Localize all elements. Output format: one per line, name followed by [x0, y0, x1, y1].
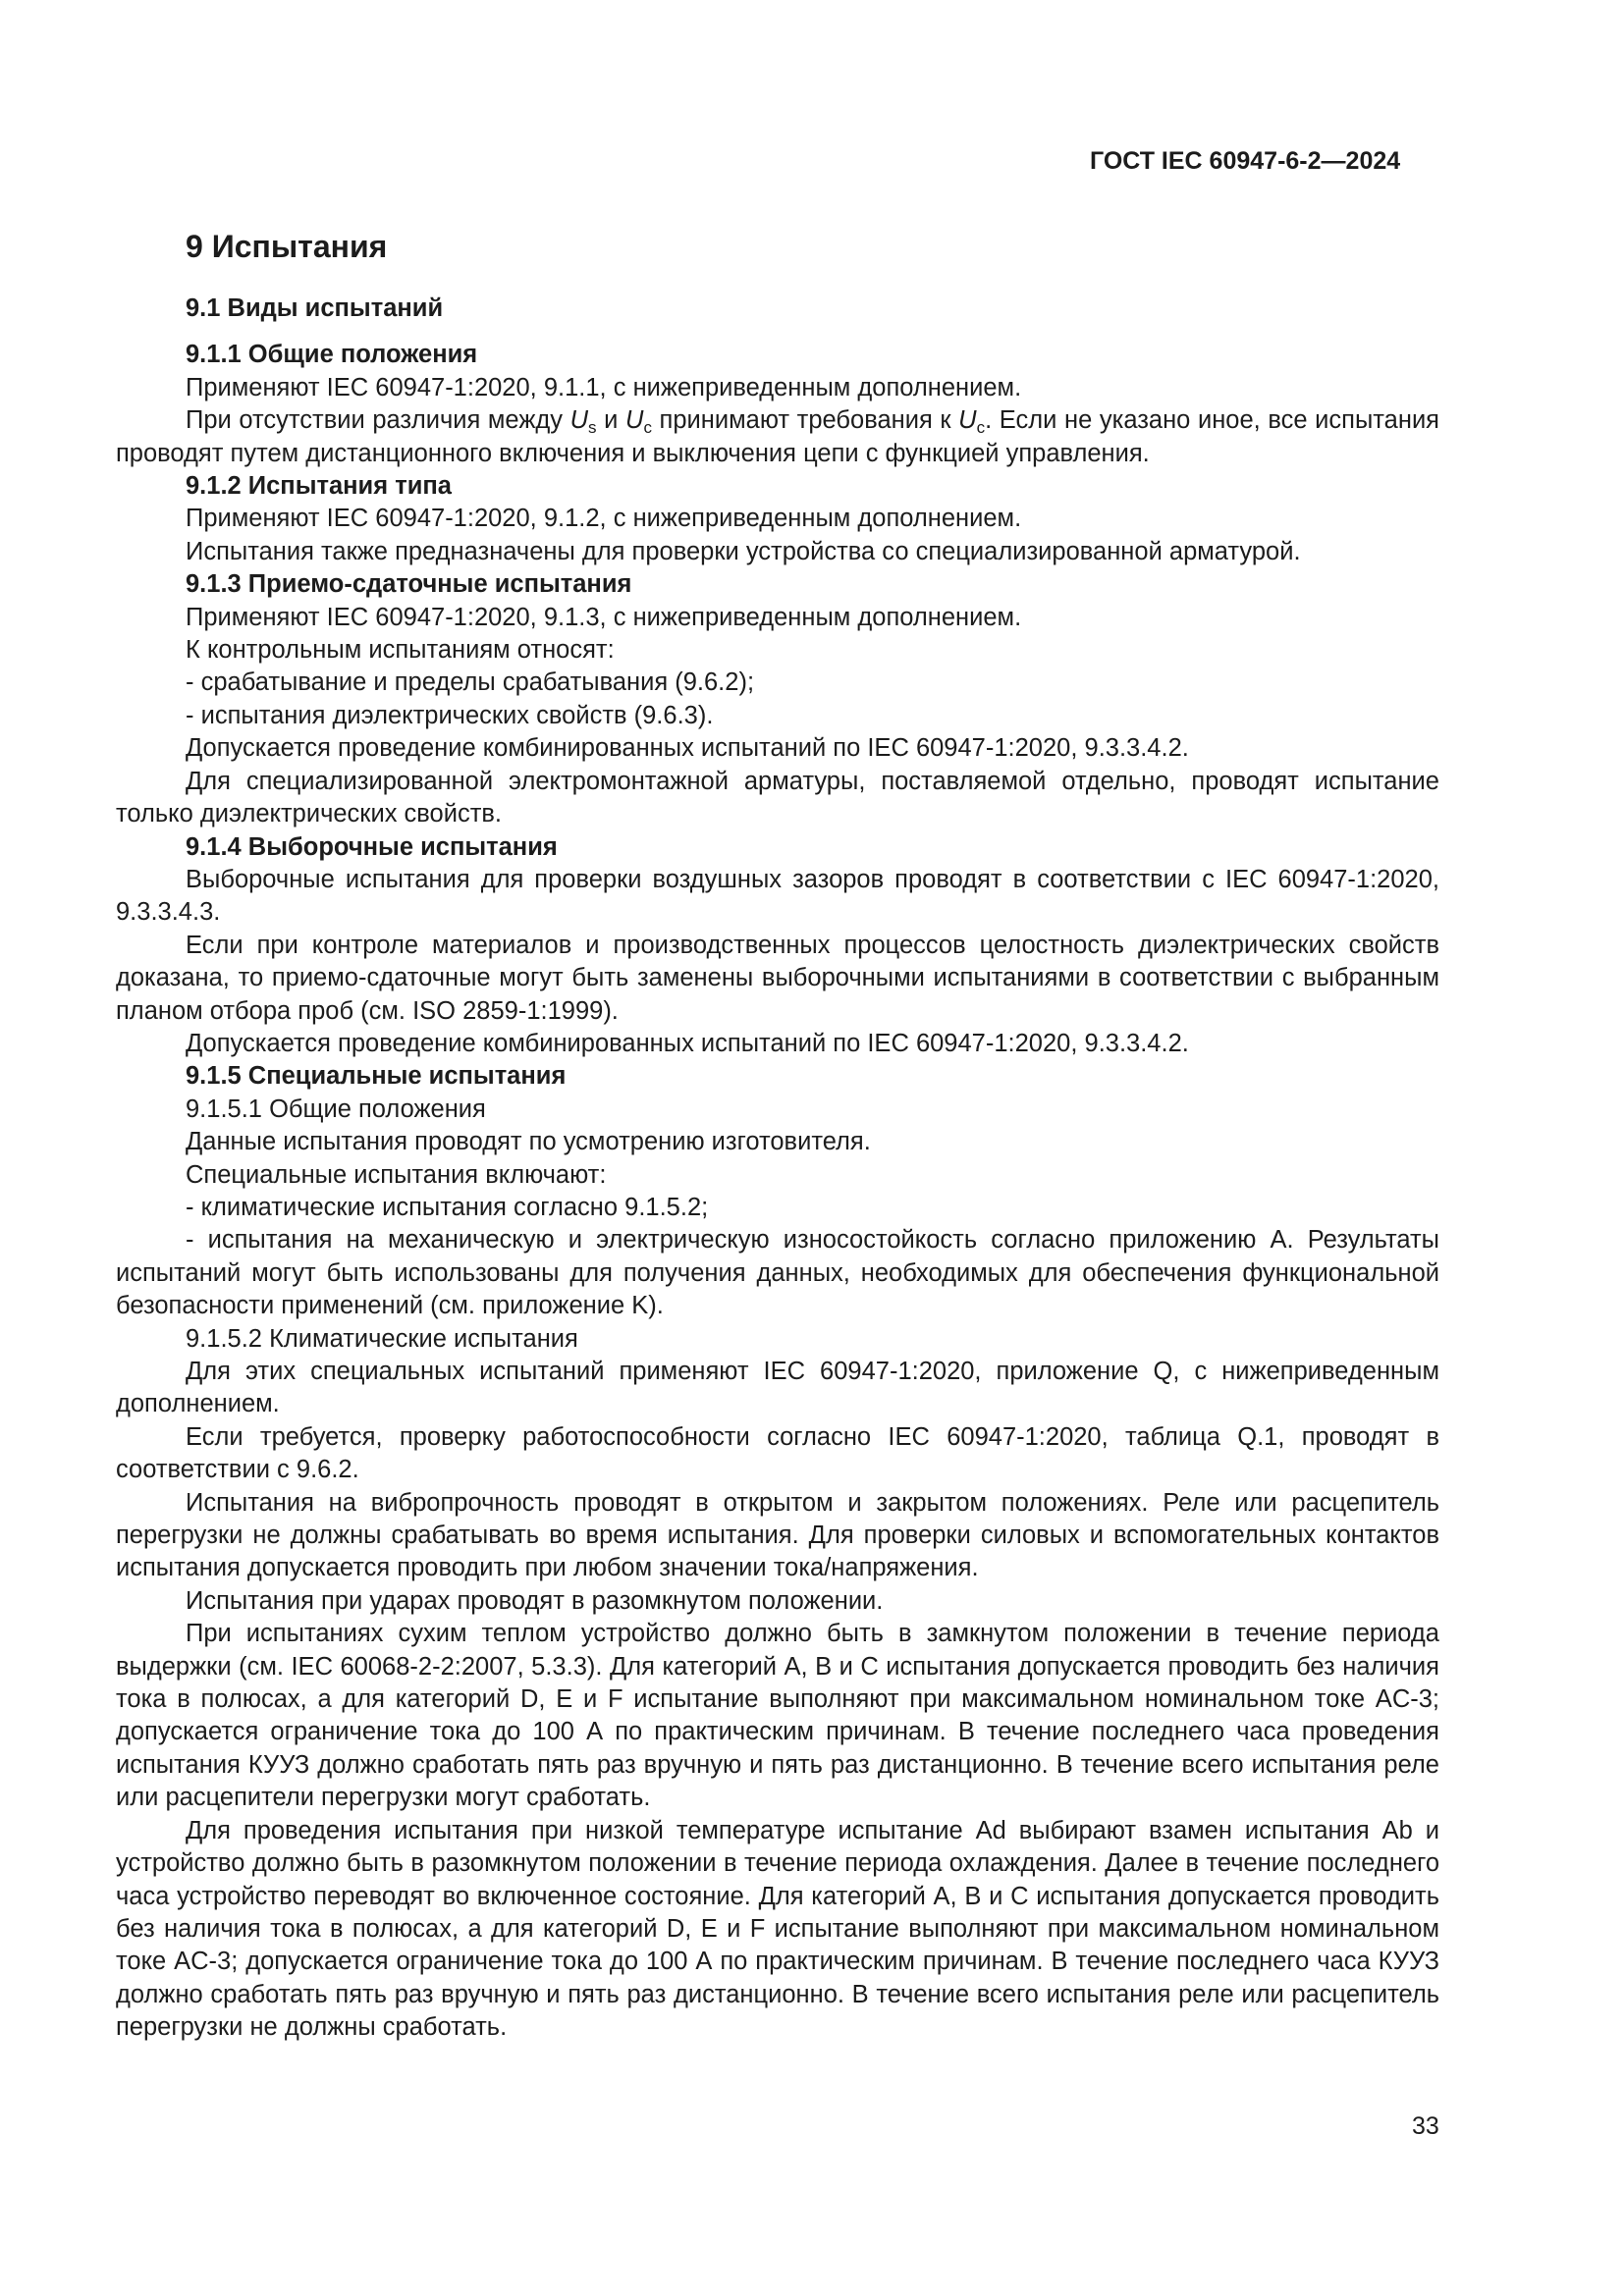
subsection-title-9-1: 9.1 Виды испытаний [186, 294, 444, 322]
heading-9-1-3: 9.1.3 Приемо-сдаточные испытания [186, 570, 632, 599]
paragraph: Специальные испытания включают: [186, 1160, 607, 1189]
paragraph: Допускается проведение комбинированных испытаний по IEC 60947-1:2020, 9.3.3.4.2. [186, 1029, 1189, 1057]
list-item: - климатические испытания согласно 9.1.5.2; [186, 1193, 709, 1221]
list-item: - испытания диэлектрических свойств (9.6.3). [186, 701, 714, 729]
heading-9-1-4: 9.1.4 Выборочные испытания [186, 832, 558, 861]
section-title: 9 Испытания [186, 229, 388, 264]
paragraph: Если требуется, проверку работоспособности согласно IEC 60947-1:2020, таблица Q.1, проводят в соответствии с 9.6.2. [116, 1422, 1439, 1484]
paragraph: К контрольным испытаниям относят: [186, 636, 615, 665]
page-content [116, 228, 1439, 2045]
paragraph: При испытаниях сухим теплом устройство должно быть в замкнутом положении в течение периода выдержки (см. IEC 60068-2-2:2007, 5.3.3). Для категорий A, B и C испытания допускается проводить без наличия тока в полюсах, а для категорий D, E и F испытание выполняют при максимальном номинальном токе AC-3; допускается ограничение тока до 100 А по практическим причинам. В течение последнего часа проведения испытания КУУЗ должно сработать пять раз вручную и пять раз дистанционно. В течение всего испытания реле или расцепители перегрузки могут сработать. [116, 1620, 1439, 1812]
heading-9-1-5: 9.1.5 Специальные испытания [186, 1062, 567, 1091]
paragraph-us-uc: При отсутствии различия между $U_s$ и $U_c$ принимают требования к $U_c$. Если не указано иное, все испытания проводят путем дистанционного включения и выключения цепи с функцией управления. [116, 406, 1439, 467]
document-code-header: ГОСТ IEC 60947-6-2—2024 [1090, 147, 1401, 175]
paragraph: Испытания при ударах проводят в разомкнутом положении. [186, 1586, 884, 1615]
paragraph: Применяют IEC 60947-1:2020, 9.1.1, с нижеприведенным дополнением. [186, 373, 1022, 401]
page-number: 33 [1412, 2112, 1439, 2140]
paragraph: Для проведения испытания при низкой температуре испытание Ad выбирают взамен испытания Ab и устройство должно быть в разомкнутом положении в течение периода охлаждения. Далее в течение последнего часа устройство переводят во включенное состояние. Для категорий A, B и C испытания допускается проводить без наличия тока в полюсах, а для категорий D, E и F испытание выполняют при максимальном номинальном токе AC-3; допускается ограничение тока до 100 А по практическим причинам. В течение последнего часа КУУЗ должно сработать пять раз вручную и пять раз дистанционно. В течение всего испытания реле или расцепитель перегрузки не должны сработать. [116, 1816, 1439, 2042]
paragraph: Для этих специальных испытаний применяют IEC 60947-1:2020, приложение Q, с нижеприведенным дополнением. [116, 1358, 1439, 1418]
heading-9-1-5-2: 9.1.5.2 Климатические испытания [186, 1324, 578, 1353]
heading-9-1-5-1: 9.1.5.1 Общие положения [186, 1095, 486, 1123]
paragraph: Выборочные испытания для проверки воздушных зазоров проводят в соответствии с IEC 60947-1:2020, 9.3.3.4.3. [116, 865, 1439, 927]
paragraph: Если при контроле материалов и производственных процессов целостность диэлектрических свойств доказана, то приемо-сдаточные могут быть заменены выборочными испытаниями в соответствии с выбранным планом отбора проб (см. ISO 2859-1:1999). [116, 931, 1439, 1025]
list-item: - срабатывание и пределы срабатывания (9.6.2); [186, 668, 755, 697]
paragraph: Данные испытания проводят по усмотрению изготовителя. [186, 1128, 871, 1156]
paragraph: Испытания на вибропрочность проводят в открытом и закрытом положениях. Реле или расцепитель перегрузки не должны срабатывать во время испытания. Для проверки силовых и вспомогательных контактов испытания допускается проводить при любом значении тока/напряжения. [116, 1488, 1439, 1582]
list-item: - испытания на механическую и электрическую износостойкость согласно приложению А. Результаты испытаний могут быть использованы для получения данных, необходимых для обеспечения функциональной безопасности применений (см. приложение K). [116, 1226, 1439, 1320]
paragraph: Применяют IEC 60947-1:2020, 9.1.2, с нижеприведенным дополнением. [186, 505, 1022, 533]
paragraph: Допускается проведение комбинированных испытаний по IEC 60947-1:2020, 9.3.3.4.2. [186, 734, 1189, 763]
paragraph: Применяют IEC 60947-1:2020, 9.1.3, с нижеприведенным дополнением. [186, 603, 1022, 631]
heading-9-1-2: 9.1.2 Испытания типа [186, 472, 452, 501]
paragraph: Испытания также предназначены для проверки устройства со специализированной арматурой. [186, 537, 1301, 565]
heading-9-1-1: 9.1.1 Общие положения [186, 341, 478, 369]
paragraph: Для специализированной электромонтажной арматуры, поставляемой отдельно, проводят испытание только диэлектрических свойств. [116, 767, 1439, 828]
